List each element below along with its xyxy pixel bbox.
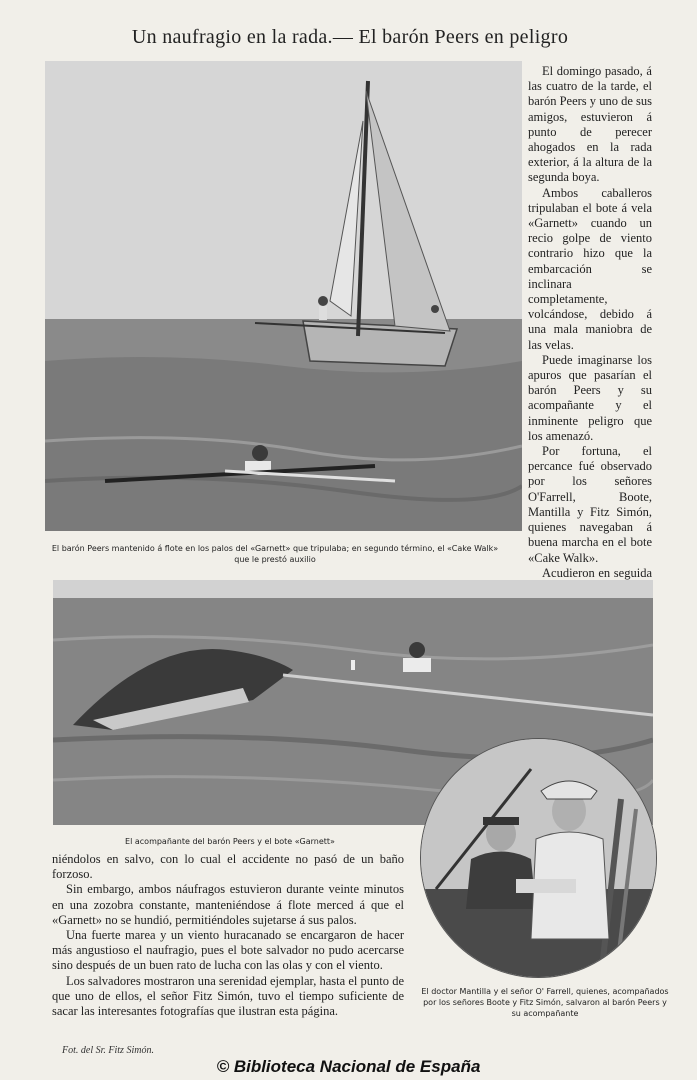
paragraph: Por fortuna, el percance fué observado por los señores O'Farrell, Boote, Mantilla y Fitz Simón, quienes navegaban á buena marcha en el bote «Cake Walk». xyxy=(528,444,652,565)
caption-photo-3: El doctor Mantilla y el señor O' Farrell, quienes, acompañados por los señores Boote y Fitz Simón, salvaron al barón Peers y su acompañante xyxy=(421,987,669,1018)
photo-sailboat-rescue xyxy=(45,61,522,531)
photo-rescuers-portrait xyxy=(420,738,657,978)
paragraph: niéndolos en salvo, con lo cual el accidente no pasó de un baño forzoso. xyxy=(52,852,404,882)
paragraph: Acudieron en seguida xyxy=(542,565,652,580)
caption-photo-1: El barón Peers mantenido á flote en los palos del «Garnett» que tripulaba; en segundo término, el «Cake Walk» que le prestó auxilio xyxy=(51,544,499,564)
article-column-right xyxy=(528,64,652,611)
paragraph: Una fuerte marea y un viento huracanado se encargaron de hacer más angustioso el naufragio, pues el bote salvador no pudo acercarse sino después de un buen rato de lucha con las olas y con el viento. xyxy=(52,928,404,973)
paragraph: Ambos caballeros tripulaban el bote á vela «Garnett» cuando un recio golpe de viento contrario hizo que la embarcación se inclinara completamente, volcándose, debido á una mala maniobra de las velas. xyxy=(528,185,652,352)
photo-credit: Fot. del Sr. Fitz Simón. xyxy=(62,1045,154,1056)
caption-photo-2: El acompañante del barón Peers y el bote «Garnett» xyxy=(125,837,335,846)
library-watermark: © Biblioteca Nacional de España xyxy=(216,1057,481,1076)
paragraph: Los salvadores mostraron una serenidad ejemplar, hasta el punto de que uno de ellos, el señor Fitz Simón, tuvo el tiempo suficiente de sacar las interesantes fotografías que ilustran esta página. xyxy=(52,973,404,1019)
headline: Un naufragio en la rada.— El barón Peers en peligro xyxy=(131,26,569,48)
paragraph: Sin embargo, ambos náufragos estuvieron durante veinte minutos en una zozobra constante, manteniéndose á flote merced á que el «Garnett» no se hundió, permitiéndoles sujetarse á sus palos. xyxy=(52,882,404,927)
paragraph: Puede imaginarse los apuros que pasarían el barón Peers y su acompañante y el inminente peligro que los amenazó. xyxy=(528,352,652,443)
article-column-bottom xyxy=(52,852,404,1019)
paragraph: El domingo pasado, á las cuatro de la tarde, el barón Peers y uno de sus amigos, estuvieron á punto de perecer ahogados en la rada exterior, á la altura de la segunda boya. xyxy=(528,64,652,185)
